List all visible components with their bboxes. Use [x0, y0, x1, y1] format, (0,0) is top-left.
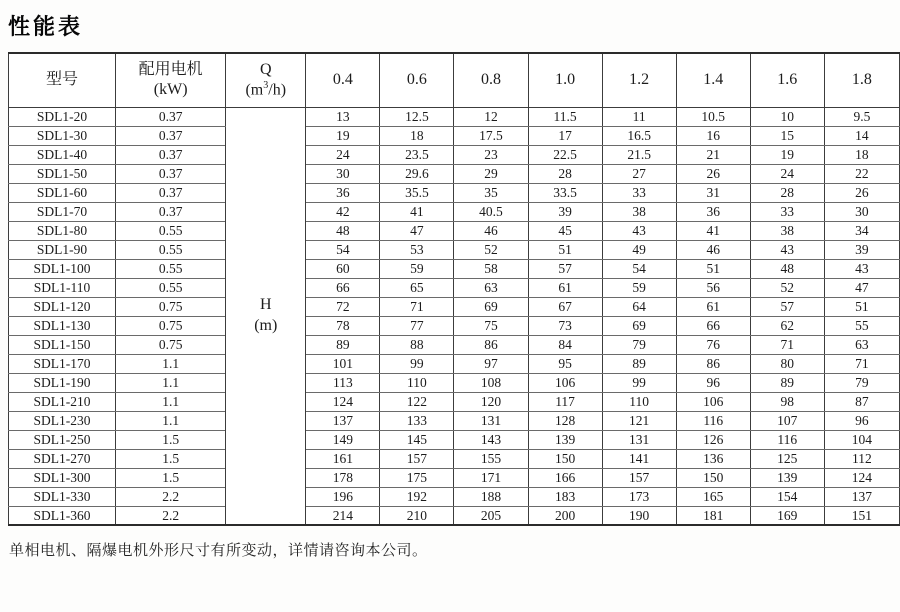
value-cell: 57	[750, 297, 824, 316]
model-cell: SDL1-70	[9, 202, 116, 221]
value-cell: 56	[676, 278, 750, 297]
flow-rate-header: 1.8	[824, 53, 899, 107]
value-cell: 99	[602, 373, 676, 392]
value-cell: 52	[750, 278, 824, 297]
model-cell: SDL1-80	[9, 221, 116, 240]
value-cell: 205	[454, 506, 528, 525]
value-cell: 18	[380, 126, 454, 145]
value-cell: 51	[676, 259, 750, 278]
value-cell: 89	[750, 373, 824, 392]
head-symbol: H	[259, 295, 272, 313]
table-row	[9, 221, 900, 240]
value-cell: 26	[824, 183, 899, 202]
model-cell: SDL1-100	[9, 259, 116, 278]
value-cell: 124	[306, 392, 380, 411]
value-cell: 72	[306, 297, 380, 316]
flow-rate-header: 0.4	[306, 53, 380, 107]
table-row	[9, 202, 900, 221]
value-cell: 108	[454, 373, 528, 392]
model-cell: SDL1-270	[9, 449, 116, 468]
col-header-flow	[226, 53, 306, 107]
value-cell: 104	[824, 430, 899, 449]
value-cell: 210	[380, 506, 454, 525]
value-cell: 52	[454, 240, 528, 259]
value-cell: 11.5	[528, 107, 602, 126]
value-cell: 150	[528, 449, 602, 468]
model-cell: SDL1-150	[9, 335, 116, 354]
value-cell: 97	[454, 354, 528, 373]
value-cell: 57	[528, 259, 602, 278]
value-cell: 110	[380, 373, 454, 392]
value-cell: 106	[676, 392, 750, 411]
value-cell: 131	[454, 411, 528, 430]
value-cell: 35.5	[380, 183, 454, 202]
value-cell: 139	[528, 430, 602, 449]
table-row	[9, 392, 900, 411]
value-cell: 71	[824, 354, 899, 373]
value-cell: 19	[750, 145, 824, 164]
value-cell: 79	[602, 335, 676, 354]
value-cell: 86	[676, 354, 750, 373]
table-row	[9, 449, 900, 468]
value-cell: 47	[380, 221, 454, 240]
value-cell: 96	[676, 373, 750, 392]
value-cell: 84	[528, 335, 602, 354]
value-cell: 69	[602, 316, 676, 335]
value-cell: 61	[676, 297, 750, 316]
table-row	[9, 430, 900, 449]
value-cell: 143	[454, 430, 528, 449]
power-cell: 1.5	[116, 430, 226, 449]
value-cell: 69	[454, 297, 528, 316]
value-cell: 33.5	[528, 183, 602, 202]
table-row	[9, 335, 900, 354]
value-cell: 157	[602, 468, 676, 487]
value-cell: 63	[454, 278, 528, 297]
value-cell: 178	[306, 468, 380, 487]
table-row	[9, 183, 900, 202]
value-cell: 116	[750, 430, 824, 449]
value-cell: 51	[824, 297, 899, 316]
value-cell: 42	[306, 202, 380, 221]
value-cell: 27	[602, 164, 676, 183]
value-cell: 17.5	[454, 126, 528, 145]
value-cell: 192	[380, 487, 454, 506]
value-cell: 12	[454, 107, 528, 126]
value-cell: 124	[824, 468, 899, 487]
model-cell: SDL1-20	[9, 107, 116, 126]
value-cell: 46	[676, 240, 750, 259]
model-cell: SDL1-170	[9, 354, 116, 373]
value-cell: 16.5	[602, 126, 676, 145]
power-cell: 1.1	[116, 373, 226, 392]
value-cell: 89	[602, 354, 676, 373]
power-cell: 2.2	[116, 506, 226, 525]
table-row	[9, 468, 900, 487]
model-cell: SDL1-40	[9, 145, 116, 164]
value-cell: 21.5	[602, 145, 676, 164]
motor-header-name: 配用电机	[138, 61, 203, 79]
power-cell: 0.75	[116, 316, 226, 335]
table-row	[9, 164, 900, 183]
value-cell: 61	[528, 278, 602, 297]
value-cell: 145	[380, 430, 454, 449]
table-row	[9, 373, 900, 392]
value-cell: 35	[454, 183, 528, 202]
model-cell: SDL1-30	[9, 126, 116, 145]
value-cell: 150	[676, 468, 750, 487]
value-cell: 23.5	[380, 145, 454, 164]
value-cell: 16	[676, 126, 750, 145]
value-cell: 28	[528, 164, 602, 183]
value-cell: 117	[528, 392, 602, 411]
value-cell: 53	[380, 240, 454, 259]
table-row	[9, 278, 900, 297]
value-cell: 36	[676, 202, 750, 221]
flow-rate-header: 0.8	[454, 53, 528, 107]
col-header-motor	[116, 53, 226, 107]
power-cell: 0.37	[116, 202, 226, 221]
table-row	[9, 506, 900, 525]
power-cell: 0.75	[116, 335, 226, 354]
power-cell: 1.5	[116, 468, 226, 487]
value-cell: 76	[676, 335, 750, 354]
power-cell: 0.37	[116, 126, 226, 145]
value-cell: 29.6	[380, 164, 454, 183]
value-cell: 43	[750, 240, 824, 259]
model-cell: SDL1-210	[9, 392, 116, 411]
value-cell: 77	[380, 316, 454, 335]
value-cell: 59	[380, 259, 454, 278]
value-cell: 157	[380, 449, 454, 468]
value-cell: 41	[676, 221, 750, 240]
value-cell: 54	[602, 259, 676, 278]
value-cell: 26	[676, 164, 750, 183]
table-row	[9, 240, 900, 259]
power-cell: 0.37	[116, 183, 226, 202]
flow-rate-header: 0.6	[380, 53, 454, 107]
value-cell: 51	[528, 240, 602, 259]
power-cell: 1.5	[116, 449, 226, 468]
value-cell: 71	[380, 297, 454, 316]
model-cell: SDL1-230	[9, 411, 116, 430]
power-cell: 2.2	[116, 487, 226, 506]
value-cell: 99	[380, 354, 454, 373]
value-cell: 78	[306, 316, 380, 335]
power-cell: 0.55	[116, 240, 226, 259]
value-cell: 166	[528, 468, 602, 487]
flow-unit: $(m^3/h)$	[245, 80, 287, 99]
value-cell: 67	[528, 297, 602, 316]
value-cell: 66	[306, 278, 380, 297]
header-row	[9, 53, 900, 107]
power-cell: 1.1	[116, 392, 226, 411]
value-cell: 40.5	[454, 202, 528, 221]
flow-rate-header: 1.0	[528, 53, 602, 107]
value-cell: 151	[824, 506, 899, 525]
value-cell: 38	[750, 221, 824, 240]
value-cell: 63	[824, 335, 899, 354]
value-cell: 22	[824, 164, 899, 183]
value-cell: 173	[602, 487, 676, 506]
value-cell: 30	[306, 164, 380, 183]
value-cell: 39	[824, 240, 899, 259]
value-cell: 22.5	[528, 145, 602, 164]
value-cell: 45	[528, 221, 602, 240]
value-cell: 47	[824, 278, 899, 297]
value-cell: 23	[454, 145, 528, 164]
value-cell: 88	[380, 335, 454, 354]
performance-table	[8, 52, 900, 526]
value-cell: 169	[750, 506, 824, 525]
power-cell: 0.75	[116, 297, 226, 316]
value-cell: 10.5	[676, 107, 750, 126]
value-cell: 54	[306, 240, 380, 259]
value-cell: 75	[454, 316, 528, 335]
value-cell: 112	[824, 449, 899, 468]
value-cell: 190	[602, 506, 676, 525]
flow-symbol: Q	[259, 61, 272, 79]
table-row	[9, 145, 900, 164]
value-cell: 48	[306, 221, 380, 240]
value-cell: 181	[676, 506, 750, 525]
value-cell: 48	[750, 259, 824, 278]
page-title: 性能表	[8, 14, 84, 39]
table-row	[9, 297, 900, 316]
value-cell: 38	[602, 202, 676, 221]
value-cell: 107	[750, 411, 824, 430]
value-cell: 34	[824, 221, 899, 240]
value-cell: 149	[306, 430, 380, 449]
table-row	[9, 487, 900, 506]
value-cell: 188	[454, 487, 528, 506]
value-cell: 33	[750, 202, 824, 221]
value-cell: 133	[380, 411, 454, 430]
value-cell: 13	[306, 107, 380, 126]
value-cell: 39	[528, 202, 602, 221]
value-cell: 30	[824, 202, 899, 221]
model-cell: SDL1-130	[9, 316, 116, 335]
power-cell: 0.37	[116, 107, 226, 126]
footer-note: 单相电机、隔爆电机外形尺寸有所变动，详情请咨询本公司。	[9, 543, 428, 559]
power-cell: 0.37	[116, 145, 226, 164]
col-header-model: 型号	[9, 53, 116, 107]
value-cell: 121	[602, 411, 676, 430]
value-cell: 73	[528, 316, 602, 335]
value-cell: 65	[380, 278, 454, 297]
value-cell: 49	[602, 240, 676, 259]
power-cell: 0.55	[116, 278, 226, 297]
value-cell: 31	[676, 183, 750, 202]
value-cell: 55	[824, 316, 899, 335]
value-cell: 80	[750, 354, 824, 373]
table-row	[9, 316, 900, 335]
value-cell: 101	[306, 354, 380, 373]
value-cell: 11	[602, 107, 676, 126]
value-cell: 15	[750, 126, 824, 145]
value-cell: 214	[306, 506, 380, 525]
value-cell: 89	[306, 335, 380, 354]
value-cell: 59	[602, 278, 676, 297]
value-cell: 96	[824, 411, 899, 430]
value-cell: 125	[750, 449, 824, 468]
value-cell: 24	[750, 164, 824, 183]
value-cell: 131	[602, 430, 676, 449]
value-cell: 171	[454, 468, 528, 487]
flow-rate-header: 1.2	[602, 53, 676, 107]
value-cell: 12.5	[380, 107, 454, 126]
value-cell: 17	[528, 126, 602, 145]
value-cell: 95	[528, 354, 602, 373]
model-cell: SDL1-250	[9, 430, 116, 449]
value-cell: 43	[824, 259, 899, 278]
value-cell: 154	[750, 487, 824, 506]
value-cell: 24	[306, 145, 380, 164]
power-cell: 1.1	[116, 354, 226, 373]
value-cell: 120	[454, 392, 528, 411]
model-cell: SDL1-190	[9, 373, 116, 392]
value-cell: 79	[824, 373, 899, 392]
model-cell: SDL1-60	[9, 183, 116, 202]
value-cell: 10	[750, 107, 824, 126]
value-cell: 46	[454, 221, 528, 240]
power-cell: 0.55	[116, 259, 226, 278]
value-cell: 155	[454, 449, 528, 468]
table-row	[9, 259, 900, 278]
value-cell: 28	[750, 183, 824, 202]
value-cell: 66	[676, 316, 750, 335]
value-cell: 29	[454, 164, 528, 183]
table-row	[9, 107, 900, 126]
value-cell: 14	[824, 126, 899, 145]
value-cell: 183	[528, 487, 602, 506]
value-cell: 137	[306, 411, 380, 430]
value-cell: 175	[380, 468, 454, 487]
value-cell: 116	[676, 411, 750, 430]
value-cell: 128	[528, 411, 602, 430]
value-cell: 200	[528, 506, 602, 525]
model-cell: SDL1-90	[9, 240, 116, 259]
value-cell: 139	[750, 468, 824, 487]
value-cell: 106	[528, 373, 602, 392]
value-cell: 126	[676, 430, 750, 449]
head-unit-cell	[226, 107, 306, 525]
value-cell: 62	[750, 316, 824, 335]
motor-header-unit: (kW)	[153, 81, 188, 99]
value-cell: 36	[306, 183, 380, 202]
value-cell: 113	[306, 373, 380, 392]
power-cell: 0.55	[116, 221, 226, 240]
value-cell: 18	[824, 145, 899, 164]
table-row	[9, 354, 900, 373]
value-cell: 161	[306, 449, 380, 468]
power-cell: 0.37	[116, 164, 226, 183]
model-cell: SDL1-330	[9, 487, 116, 506]
value-cell: 165	[676, 487, 750, 506]
value-cell: 137	[824, 487, 899, 506]
power-cell: 1.1	[116, 411, 226, 430]
value-cell: 58	[454, 259, 528, 278]
head-unit: (m)	[254, 316, 278, 334]
value-cell: 64	[602, 297, 676, 316]
value-cell: 86	[454, 335, 528, 354]
value-cell: 43	[602, 221, 676, 240]
value-cell: 19	[306, 126, 380, 145]
flow-rate-header: 1.4	[676, 53, 750, 107]
value-cell: 141	[602, 449, 676, 468]
value-cell: 41	[380, 202, 454, 221]
value-cell: 21	[676, 145, 750, 164]
flow-rate-header: 1.6	[750, 53, 824, 107]
value-cell: 110	[602, 392, 676, 411]
value-cell: 33	[602, 183, 676, 202]
value-cell: 87	[824, 392, 899, 411]
model-cell: SDL1-360	[9, 506, 116, 525]
model-cell: SDL1-110	[9, 278, 116, 297]
value-cell: 9.5	[824, 107, 899, 126]
value-cell: 196	[306, 487, 380, 506]
table-row	[9, 126, 900, 145]
value-cell: 60	[306, 259, 380, 278]
value-cell: 122	[380, 392, 454, 411]
model-cell: SDL1-300	[9, 468, 116, 487]
value-cell: 136	[676, 449, 750, 468]
model-cell: SDL1-120	[9, 297, 116, 316]
value-cell: 98	[750, 392, 824, 411]
table-row	[9, 411, 900, 430]
model-cell: SDL1-50	[9, 164, 116, 183]
value-cell: 71	[750, 335, 824, 354]
